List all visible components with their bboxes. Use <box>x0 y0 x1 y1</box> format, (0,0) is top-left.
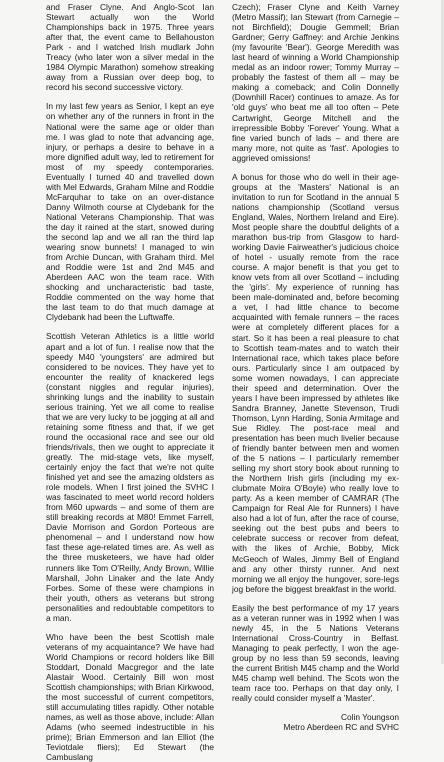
author-affiliation: Metro Aberdeen RC and SVHC <box>283 722 399 733</box>
paragraph-notable-names: Czech); Fraser Clyne and Keith Varney (Metro Massif); Ian Stewart (from Carnegie – not Birchfield); Dougie Gemmell; Brian Gardner; Gerry Gaffney: and Archie Jenkins (my favourite 'Bear'). George Meredith was last heard of winning a World Championship medal as an indoor rower; Tommy Murray – probably the fastest of them all – may be making a comeback; and Colin Donnelly (Downhill Racer) continues to amaze. As for 'old guys' who beat me all too often – Pete Cartwright, George Mitchell and the irrepressible Bobby 'Forever' Young. What a fine varied bunch of lads – and there are many more, not quite as 'fast'. Apologies to aggrieved omissions! <box>232 2 399 163</box>
paragraph-five-nations: A bonus for those who do well in their age-groups at the 'Masters' National is an invitation to run for Scotland in the annual 5 nations championship (Scotland versus England, Wales, Northern Ireland and Eire). Most people share the doubtful delights of a marathon bus-trip from Glasgow to hard-working Davie Fairweather's judicious choice of hotel - usually remote from the race course. A major benefit is that you get to know vets from all over Scotland – including the 'girls'. My experience of running has been male-dominated and, before becoming a vet, I had little chance to become acquainted with female runners – the races were at completely different places for a start. So it has been a real pleasure to chat to Scottish team-mates and to watch their International race, which takes place before ours. Particularly since I am outpaced by some women nowadays, I can appreciate their speed and determination. Over the years I have been impressed by athletes like Sandra Branney, Janette Stevenson, Trudi Thomson, Lynn Harding, Sonia Armitage and Sue Ridley. The post-race meal and presentation has been much livelier because of friendly banter between men and women of the 5 nations – I particularly remember selling my short story book about running to the Northern Irish girls (including my ex-clubmate Moira O'Boyle) who really love to party. As a keen member of CAMRAR (The Campaign for Real Ale for Runners) I have also had a lot of fun, after the race of course, seeking out the best pubs and beers to celebrate success or recover from defeat, with the likes of Archie, Bobby, Mick McGeoch of Wales, Jimmy Bell of England and any other thirsty runner. And next morning we all enjoy the hungover, sore-legs jog before the biggest breakfast in the world. <box>232 171 399 594</box>
right-column <box>232 2 399 732</box>
paragraph-best-performance: Easily the best performance of my 17 years as a veteran runner was in 1992 when I was newly 45, in the 5 Nations Veterans International Cross-Country in Belfast. Managing to peak perfectly, I won the age-group by no less than 59 seconds, leaving the current British M45 champ and the World M45 champ well behind. The Scots won the team race too. Perhaps on that day only, I really could consider myself a 'Master'. <box>232 602 399 704</box>
author-signature <box>232 712 399 732</box>
paragraph-veteran-athletics: Scottish Veteran Athletics is a little world apart and a lot of fun. I realise now that the speedy M40 'youngsters' are admired but considered to be novices. They have yet to encounter the reality of knackered legs (constant niggles and regular injuries), shrinking lungs and the inability to sustain serious training. Yet we all come to realise that we are very lucky to be jogging at all and retaining some fitness and that, if we get round the occasional race and see our old friends/rivals, then we ought to appreciate it greatly. The mid-stage vets, like myself, certainly enjoy the fact that we're not quite finished yet and see the amazing oldsters as role models. When I first joined the SVHC I was fascinated to meet world record holders from M60 upwards – and some of them are still breaking records at M80! Emmet Farrell, Davie Morrison and Gordon Porteous are phenomenal – and I understand now how fast these age-related times are. As well as the three musketeers, we have had older runners like Tom O'Reilly, Andy Brown, Willie Marshall, John Linaker and the late Andy Forbes. Some of these were champions in their youth, others as veterans but strong personalities and redoubtable competitors to a man. <box>46 331 214 623</box>
paragraph-national-veterans: In my last few years as Senior, I kept an eye on whether any of the runners in front in the National were the same age or older than me. I was glad to note that advancing age, injury, or perhaps a desire to behave in a more dignified adult way, led to retirement for most of my speedy contemporaries. Eventually I turned 40 and travelled down with Mel Edwards, Graham Milne and Roddie McFarquhar to take on an over-distance Danny Wilmoth course at Clydebank for the National Veterans Championship. That was the day it rained at the start, snowed during the second lap and we all ran the third lap wearing snow bunnets! I managed to win from Archie Duncan, with Graham third. Mel and Roddie were 1st and 2nd M45 and Aberdeen AAC won the team race. With shocking and uncharacteristic bad taste, Roddie commented on the way home that the last team to do that much damage at Clydebank had been the Luftwaffe. <box>46 101 214 323</box>
author-name: Colin Youngson <box>341 712 399 723</box>
paragraph-best-veterans: Who have been the best Scottish male veterans of my acquaintance? We have had World Champions or record holders like Bill Stoddart, Donald Macgregor and the late Alastair Wood. Certainly Bill won most Scottish championships; with Brian Kirkwood, the most successful of current competitors, still accumulating titles rapidly. Other notable names, as well as those above, include: Allan Adams (who seemed indestructible in his prime); Brian Emmerson and Ian Elliot (the Teviotdale fliers); Ed Stewart (the Cambuslang <box>46 631 214 762</box>
left-column <box>46 2 214 762</box>
paragraph-world-championships: and Fraser Clyne. And Anglo-Scot Ian Stewart actually won the World Championships back in 1975. Three years after that, the event came to Bellahouston Park - and I watched Irish mudlark John Treacy (who later won a silver medal in the 1984 Olympic Marathon) somehow streaking away from a Russian over deep bog, to record his second successive victory. <box>46 2 214 93</box>
